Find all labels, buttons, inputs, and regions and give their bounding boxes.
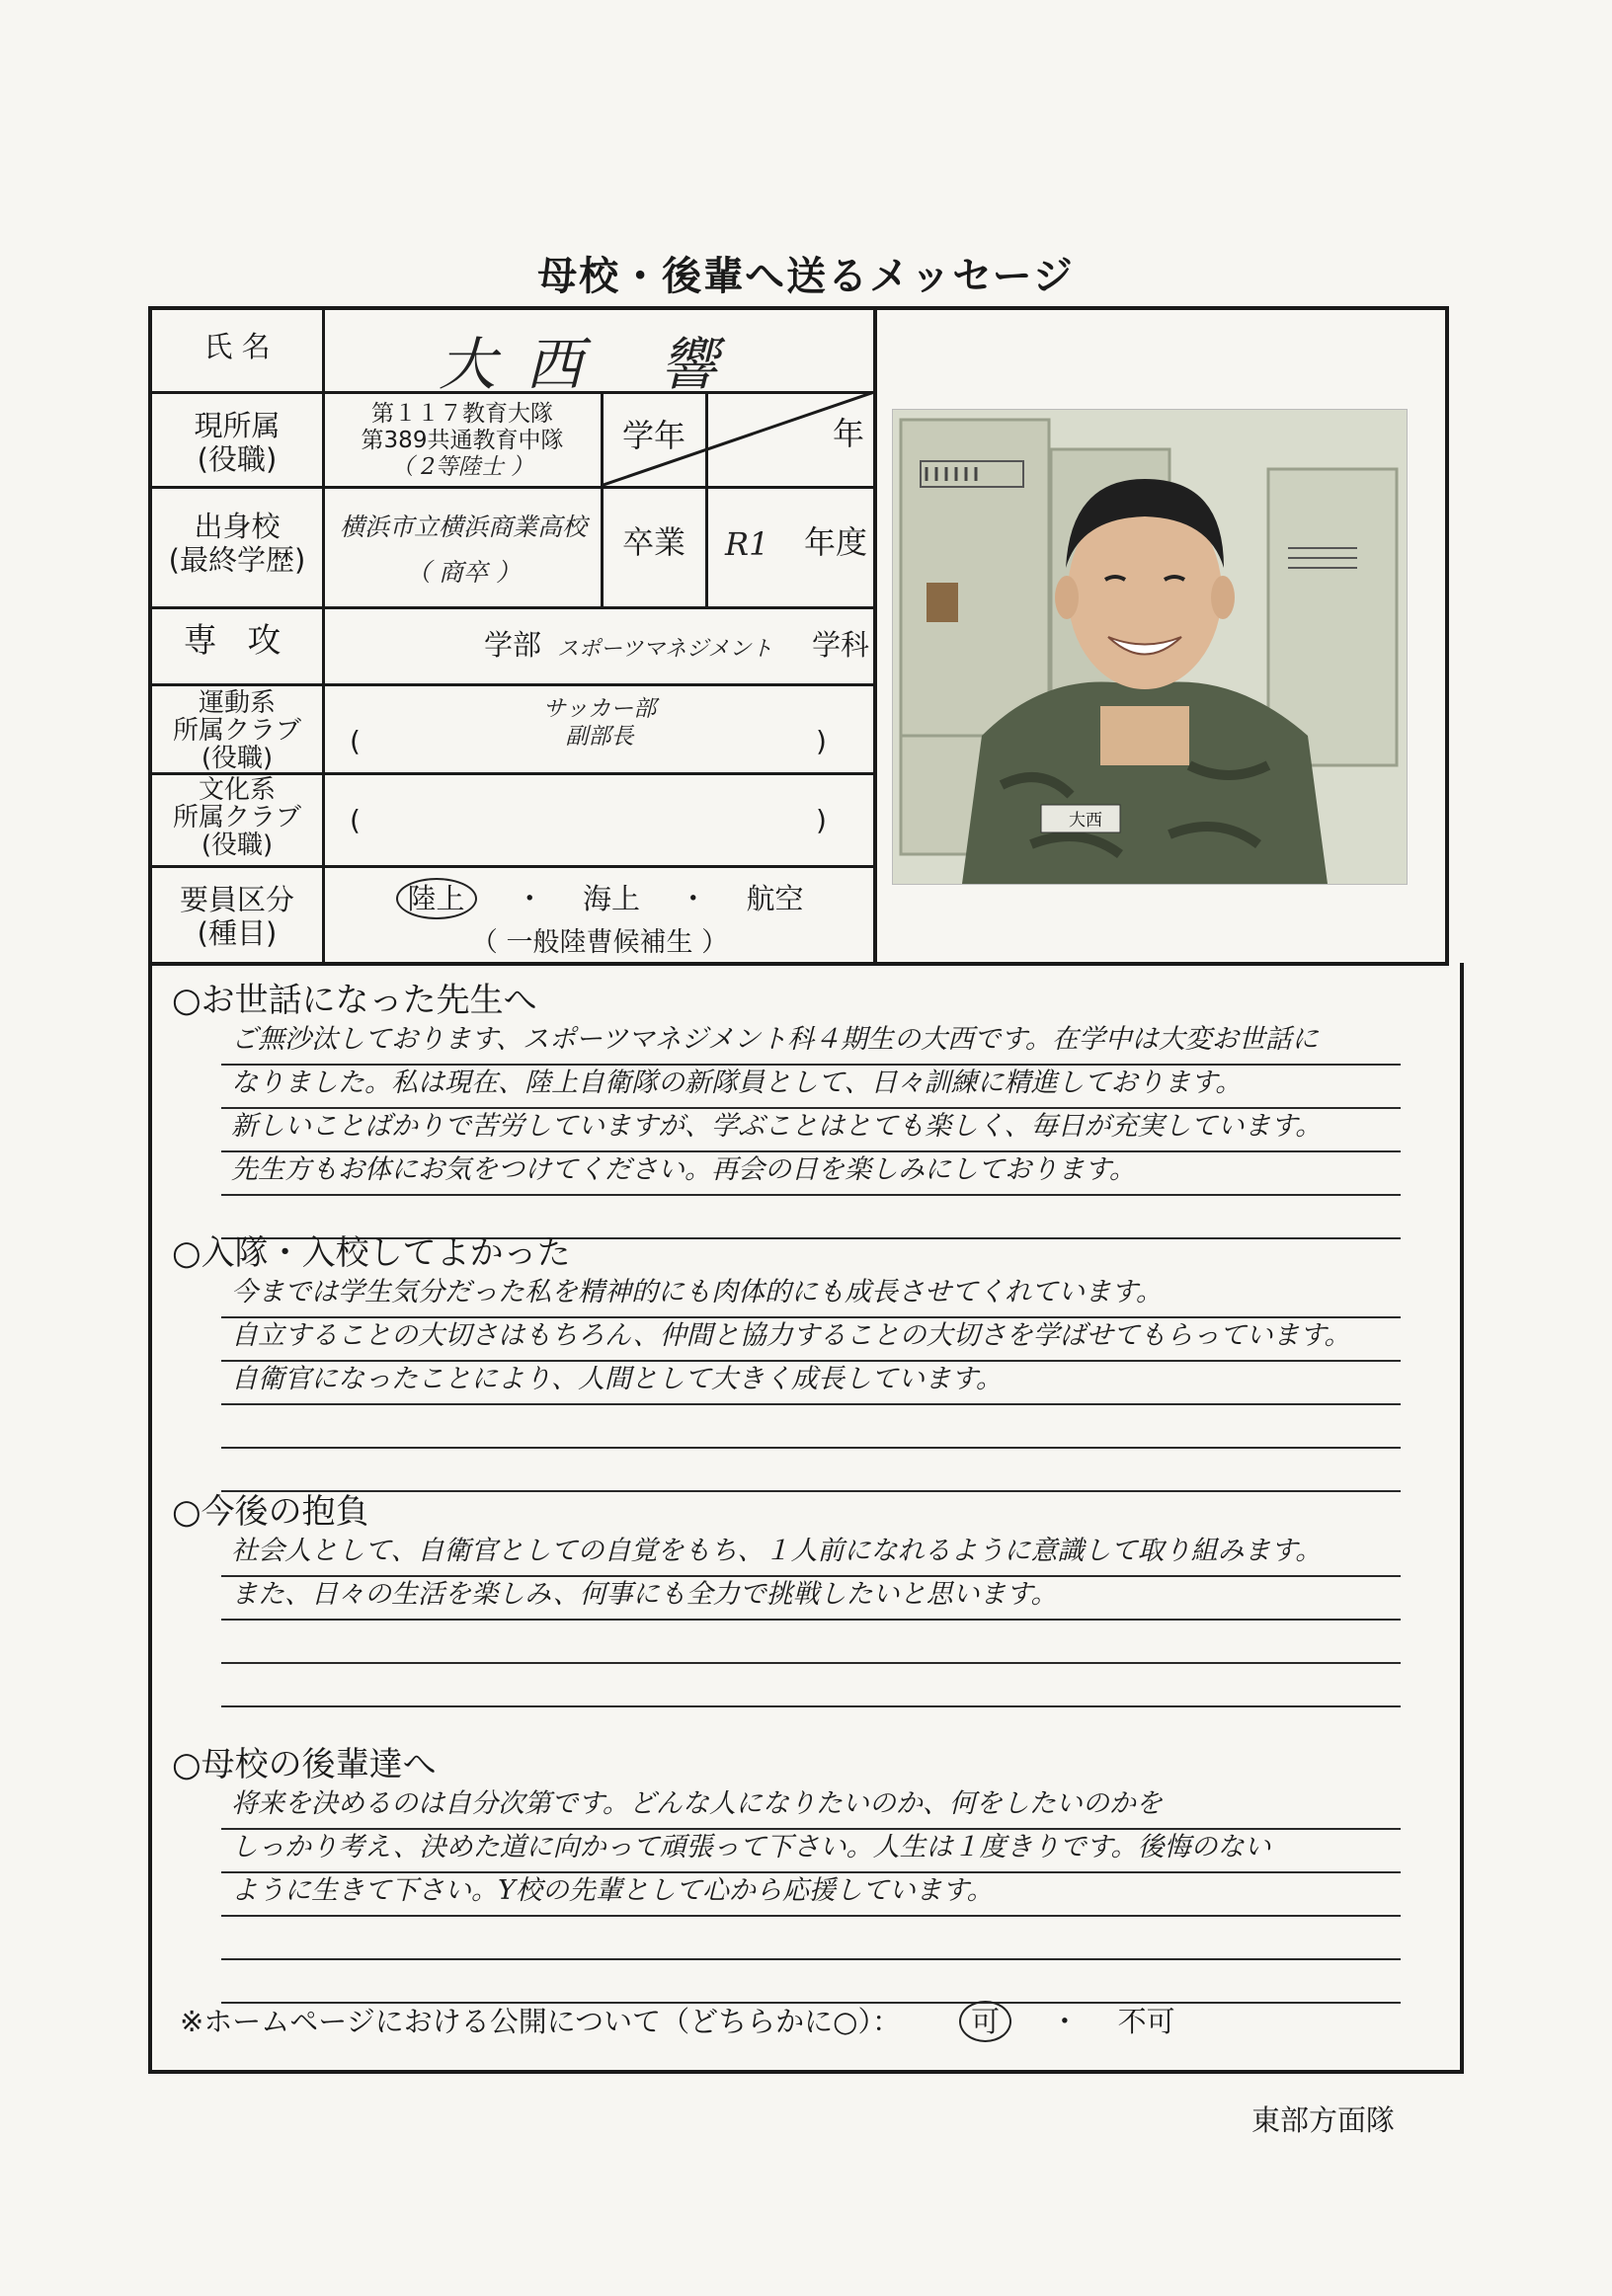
section-juniors-line: ように生きて下さい。Y校の先輩として心から応援しています。 xyxy=(221,1873,1401,1917)
row-divider xyxy=(152,606,877,609)
publish-label: ※ホームページにおける公開について（どちらかに○）： xyxy=(180,2005,901,2038)
major-value: スポーツマネジメント xyxy=(557,637,773,662)
major-course-label: 学科 xyxy=(811,628,869,662)
sports-role: 副部長 xyxy=(565,724,634,750)
portrait-illustration xyxy=(893,410,1407,884)
category-options xyxy=(326,877,873,919)
sports-label: 運動系 所属クラブ (役職) xyxy=(172,688,301,773)
portrait-photo xyxy=(892,409,1408,885)
culture-paren-close: ) xyxy=(816,804,827,836)
section-ambition-line xyxy=(221,1664,1401,1707)
name-value: 大西 響 xyxy=(439,331,748,398)
category-sub: （ 一般陸曹候補生 ） xyxy=(470,927,729,958)
sports-paren-close: ) xyxy=(816,725,827,757)
message-box xyxy=(148,963,1464,2074)
profile-table xyxy=(148,306,877,966)
form-title: 母校・後輩へ送るメッセージ xyxy=(537,254,1075,299)
unit-line1: 第１１７教育大隊 xyxy=(371,401,553,427)
photo-panel xyxy=(874,306,1449,966)
category-opt-ground: 陸上 xyxy=(396,878,477,919)
grade-label: 学年 xyxy=(621,417,685,454)
section-enlist-line: 自衛官になったことにより、人間として大きく成長しています。 xyxy=(221,1362,1401,1405)
category-opt-air: 航空 xyxy=(746,882,804,915)
name-label: 氏 名 xyxy=(203,330,271,363)
section-teachers-line: 先生方もお体にお気をつけてください。再会の日を楽しみにしております。 xyxy=(221,1152,1401,1196)
row-divider xyxy=(152,683,877,686)
unit-role: （ 2等陸士 ） xyxy=(390,454,534,480)
publish-consent xyxy=(180,2000,1175,2042)
culture-label: 文化系 所属クラブ (役職) xyxy=(172,775,301,860)
grad-year: R1 xyxy=(725,525,769,563)
publish-yes: 可 xyxy=(959,2001,1011,2042)
sports-value xyxy=(326,695,873,751)
section-ambition-line: また、日々の生活を楽しみ、何事にも全力で挑戦したいと思います。 xyxy=(221,1577,1401,1621)
section-juniors-line xyxy=(221,1917,1401,1960)
school-value: 横浜市立横浜商業高校 xyxy=(339,513,587,541)
name-tag-text: 大西 xyxy=(1069,811,1102,831)
section-teachers-line: 新しいことばかりで苦労していますが、学ぶことはとても楽しく、毎日が充実しています。 xyxy=(221,1109,1401,1152)
organization: 東部方面隊 xyxy=(1251,2103,1396,2137)
unit-value xyxy=(326,401,599,481)
section-teachers-title: ○お世話になった先生へ xyxy=(172,981,537,1020)
section-juniors-line: しっかり考え、決めた道に向かって頑張って下さい。人生は１度きりです。後悔のない xyxy=(221,1830,1401,1873)
section-enlist-line: 自立することの大切さはもちろん、仲間と協力することの大切さを学ばせてもらっています。 xyxy=(221,1318,1401,1362)
section-enlist-line xyxy=(221,1405,1401,1449)
section-juniors-line: 将来を決めるのは自分次第です。どんな人になりたいのか、何をしたいのかを xyxy=(221,1786,1401,1830)
section-enlist-title: ○入隊・入校してよかった xyxy=(172,1233,571,1273)
publish-no: 不可 xyxy=(1117,2005,1175,2038)
category-sep: ・ xyxy=(515,882,544,915)
category-label: 要員区分 (種目) xyxy=(179,883,294,950)
category-opt-maritime: 海上 xyxy=(582,882,640,915)
school-label: 出身校 (最終学歴) xyxy=(168,510,306,577)
row-divider xyxy=(152,486,877,489)
major-dept-label: 学部 xyxy=(483,628,541,662)
row-divider xyxy=(152,865,877,868)
culture-paren-open: ( xyxy=(350,804,361,836)
sports-paren-open: ( xyxy=(350,725,361,757)
sports-club: サッカー部 xyxy=(542,696,657,722)
section-ambition-line: 社会人として、自衛官としての自覚をもち、１人前になれるように意識して取り組みます。 xyxy=(221,1534,1401,1577)
grade-unit: 年 xyxy=(832,415,864,452)
section-enlist-line: 今までは学生気分だった私を精神的にも肉体的にも成長させてくれています。 xyxy=(221,1275,1401,1318)
grad-unit: 年度 xyxy=(803,523,867,561)
section-juniors-line xyxy=(221,1960,1401,2004)
category-sep: ・ xyxy=(679,882,708,915)
section-teachers-line: ご無沙汰しております、スポーツマネジメント科４期生の大西です。在学中は大変お世話に xyxy=(221,1022,1401,1066)
publish-sep: ・ xyxy=(1050,2005,1080,2038)
column-divider xyxy=(322,310,325,966)
section-juniors-title: ○母校の後輩達へ xyxy=(172,1745,437,1784)
section-ambition-line xyxy=(221,1621,1401,1664)
section-teachers-line: なりました。私は現在、陸上自衛隊の新隊員として、日々訓練に精進しております。 xyxy=(221,1066,1401,1109)
unit-label: 現所属 (役職) xyxy=(194,409,281,476)
section-ambition-title: ○今後の抱負 xyxy=(172,1492,369,1532)
grad-label: 卒業 xyxy=(621,523,685,561)
major-label: 専 攻 xyxy=(183,621,291,661)
unit-line2: 第389共通教育中隊 xyxy=(361,428,564,453)
school-sub: （ 商卒 ） xyxy=(406,558,521,587)
section-enlist-line xyxy=(221,1449,1401,1492)
